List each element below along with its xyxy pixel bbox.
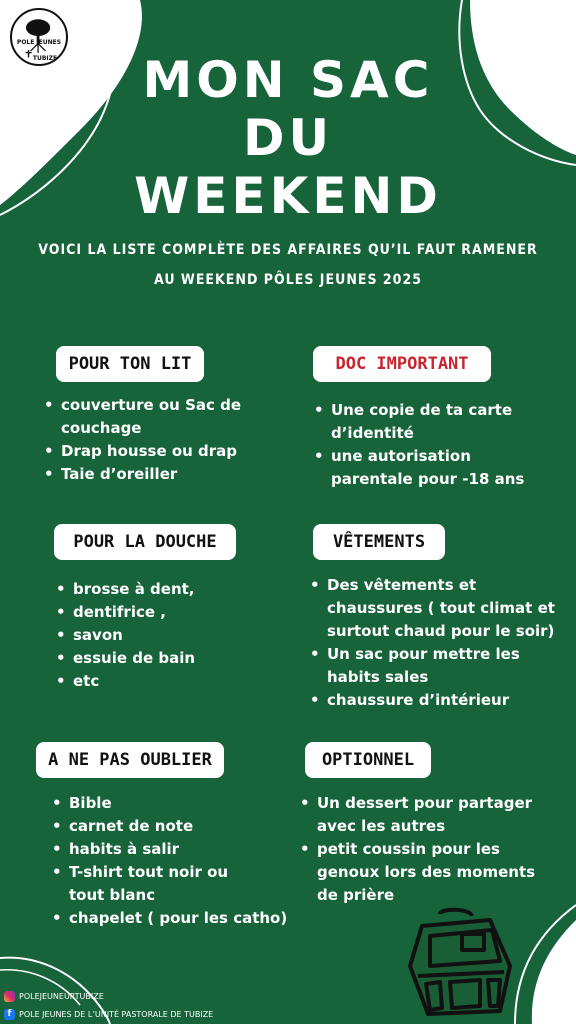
section-label-pour-la-douche: POUR LA DOUCHE bbox=[54, 524, 236, 560]
footer-instagram[interactable] bbox=[4, 990, 104, 1004]
list-item: • petit coussin pour les genoux lors des moments de prière bbox=[300, 838, 548, 907]
logo-top-text: POLE JEUNES bbox=[16, 39, 62, 46]
list-a-ne-pas-oublier bbox=[52, 792, 312, 930]
list-pour-la-douche bbox=[56, 578, 276, 693]
section-label-pour-ton-lit: POUR TON LIT bbox=[56, 346, 204, 382]
list-item: • Bible bbox=[52, 792, 312, 815]
list-item: • une autorisation parentale pour -18 ans bbox=[314, 445, 554, 491]
list-item: • Une copie de ta carte d’identité bbox=[314, 399, 554, 445]
title-line-3: WEEKEND bbox=[134, 167, 442, 225]
title-line-1: MON SAC bbox=[142, 51, 434, 109]
list-vetements bbox=[310, 574, 568, 712]
footer-facebook[interactable] bbox=[4, 1008, 213, 1022]
list-item: • carnet de note bbox=[52, 815, 312, 838]
list-item: • Un sac pour mettre les habits sales bbox=[310, 643, 568, 689]
list-item: • etc bbox=[56, 670, 276, 693]
list-item: • Drap housse ou drap bbox=[44, 440, 264, 463]
section-label-vetements: VÊTEMENTS bbox=[313, 524, 445, 560]
list-item: • savon bbox=[56, 624, 276, 647]
instagram-handle: POLEJEUNEUPTUBIZE bbox=[19, 992, 104, 1001]
list-item: • chapelet ( pour les catho) bbox=[52, 907, 312, 930]
list-item: • Taie d’oreiller bbox=[44, 463, 264, 486]
list-optionnel bbox=[300, 792, 548, 907]
facebook-page: POLE JEUNES DE L’UNITÉ PASTORALE DE TUBIZE bbox=[19, 1010, 214, 1019]
list-item: • essuie de bain bbox=[56, 647, 276, 670]
logo-bottom-text: TUBIZE bbox=[32, 55, 58, 62]
list-item: • Un dessert pour partager avec les autres bbox=[300, 792, 548, 838]
section-label-doc-important: DOC IMPORTANT bbox=[313, 346, 491, 382]
title-line-2: DU bbox=[242, 109, 334, 167]
list-item: • couverture ou Sac de couchage bbox=[44, 394, 264, 440]
list-item: • brosse à dent, bbox=[56, 578, 276, 601]
list-item: • chaussure d’intérieur bbox=[310, 689, 568, 712]
backpack-icon bbox=[400, 906, 530, 1016]
instagram-icon bbox=[4, 991, 15, 1002]
list-item: • T-shirt tout noir ou tout blanc bbox=[52, 861, 249, 907]
subtitle-line-1: VOICI LA LISTE COMPLÈTE DES AFFAIRES QU’IL FAUT RAMENER bbox=[38, 242, 538, 258]
subtitle-line-2: AU WEEKEND PÔLES JEUNES 2025 bbox=[154, 272, 422, 288]
list-doc-important bbox=[314, 399, 554, 491]
list-item: • habits à salir bbox=[52, 838, 312, 861]
section-label-a-ne-pas-oublier: A NE PAS OUBLIER bbox=[36, 742, 224, 778]
list-item: • Des vêtements et chaussures ( tout climat et surtout chaud pour le soir) bbox=[310, 574, 568, 643]
facebook-icon: f bbox=[4, 1009, 15, 1020]
list-item: • dentifrice , bbox=[56, 601, 276, 624]
list-pour-ton-lit bbox=[44, 394, 264, 486]
section-label-optionnel: OPTIONNEL bbox=[305, 742, 431, 778]
